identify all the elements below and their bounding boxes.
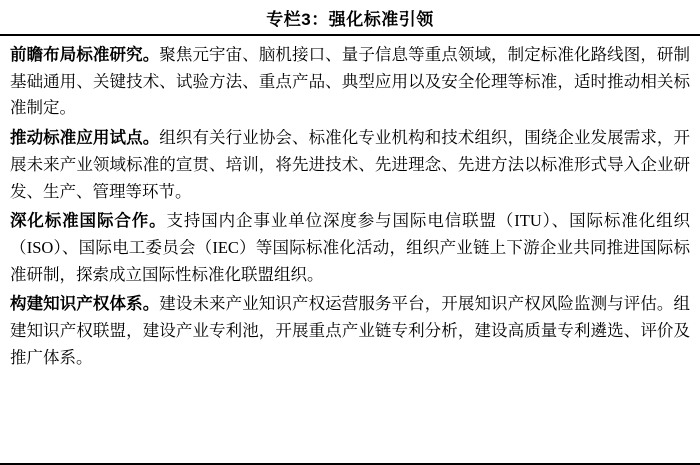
paragraph-lead: 深化标准国际合作。 bbox=[10, 212, 167, 231]
paragraph-text: 聚焦元宇宙、脑机接口、量子信息等重点领域，制定标准化路线图，研制基础通用、关键技术、试验方法、重点产品、典型应用以及安全伦理等标准，适时推动相关标准制定。 bbox=[10, 45, 691, 118]
paragraph-lead: 构建知识产权体系。 bbox=[10, 295, 160, 314]
paragraph-lead: 前瞻布局标准研究。 bbox=[10, 46, 160, 64]
page-title: 专栏3：强化标准引领 bbox=[266, 9, 434, 29]
document-title-row bbox=[0, 0, 700, 36]
paragraph bbox=[10, 208, 690, 288]
paragraph-text: 建设未来产业知识产权运营服务平台，开展知识产权风险监测与评估。组建知识产权联盟，建设产业专利池，开展重点产业链专利分析，建设高质量专利遴选、评价及推广体系。 bbox=[10, 294, 691, 367]
paragraph-text: 支持国内企事业单位深度参与国际电信联盟（ITU）、国际标准化组织（ISO）、国际电工委员会（IEC）等国际标准化活动，组织产业链上下游企业共同推进国际标准研制，探索成立国际性标准化联盟组织。 bbox=[10, 211, 690, 284]
paragraph bbox=[10, 42, 690, 122]
paragraph-text: 组织有关行业协会、标准化专业机构和技术组织，围绕企业发展需求，开展未来产业领域标准的宣贯、培训，将先进技术、先进理念、先进方法以标准形式导入企业研发、生产、管理等环节。 bbox=[10, 128, 691, 201]
paragraph-lead: 推动标准应用试点。 bbox=[10, 129, 160, 148]
paragraph bbox=[10, 291, 690, 371]
paragraph bbox=[10, 125, 690, 205]
document-body bbox=[0, 36, 700, 465]
